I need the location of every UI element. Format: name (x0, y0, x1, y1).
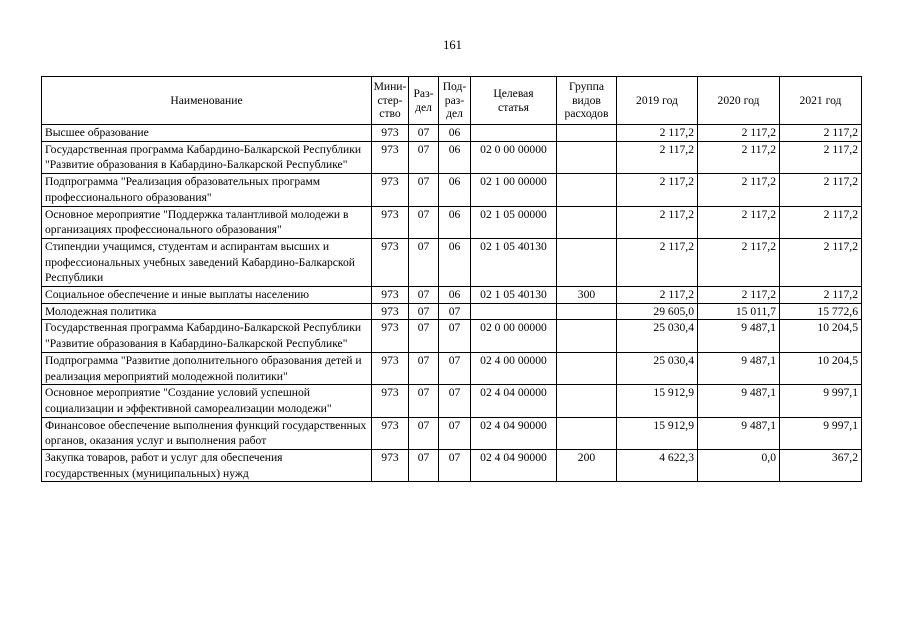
row-name: Государственная программа Кабардино-Балкарской Республики "Развитие образования в Кабардино-Балкарской Республике" (42, 320, 372, 352)
subsection-cell: 06 (439, 174, 471, 206)
target-cell: 02 1 05 40130 (471, 238, 557, 286)
row-name: Молодежная политика (42, 303, 372, 320)
ministry-cell: 973 (372, 238, 409, 286)
ministry-cell: 973 (372, 385, 409, 417)
value-2019-cell: 29 605,0 (617, 303, 698, 320)
expense-group-cell (557, 303, 617, 320)
row-name: Финансовое обеспечение выполнения функций государственных органов, оказания услуг и выполнения работ (42, 417, 372, 449)
value-2020-cell: 9 487,1 (698, 385, 780, 417)
value-2019-cell: 2 117,2 (617, 238, 698, 286)
section-cell: 07 (409, 174, 439, 206)
target-cell: 02 4 04 90000 (471, 417, 557, 449)
value-2021-cell: 9 997,1 (780, 417, 862, 449)
page-number: 161 (443, 38, 462, 52)
table-row (42, 141, 862, 173)
value-2021-cell: 9 997,1 (780, 385, 862, 417)
value-2019-cell: 2 117,2 (617, 287, 698, 304)
target-cell: 02 4 04 90000 (471, 450, 557, 482)
header-2020: 2020 год (698, 77, 780, 125)
target-cell (471, 303, 557, 320)
target-cell: 02 4 00 00000 (471, 352, 557, 384)
expense-group-cell (557, 385, 617, 417)
subsection-cell: 06 (439, 287, 471, 304)
table-row (42, 206, 862, 238)
table-row (42, 238, 862, 286)
ministry-cell: 973 (372, 141, 409, 173)
value-2021-cell: 15 772,6 (780, 303, 862, 320)
value-2020-cell: 2 117,2 (698, 141, 780, 173)
value-2019-cell: 25 030,4 (617, 320, 698, 352)
expense-group-cell (557, 417, 617, 449)
header-2019: 2019 год (617, 77, 698, 125)
header-expense-group: Группа видов расходов (557, 77, 617, 125)
subsection-cell: 07 (439, 352, 471, 384)
target-cell: 02 1 05 00000 (471, 206, 557, 238)
target-cell: 02 0 00 00000 (471, 141, 557, 173)
expense-group-cell: 300 (557, 287, 617, 304)
subsection-cell: 07 (439, 450, 471, 482)
ministry-cell: 973 (372, 352, 409, 384)
row-name: Основное мероприятие "Создание условий успешной социализации и эффективной самореализации молодежи" (42, 385, 372, 417)
expense-group-cell (557, 141, 617, 173)
value-2020-cell: 9 487,1 (698, 352, 780, 384)
value-2019-cell: 25 030,4 (617, 352, 698, 384)
section-cell: 07 (409, 303, 439, 320)
header-subsection: Под- раз- дел (439, 77, 471, 125)
value-2020-cell: 9 487,1 (698, 417, 780, 449)
row-name: Подпрограмма "Реализация образовательных программ профессионального образования" (42, 174, 372, 206)
value-2019-cell: 2 117,2 (617, 141, 698, 173)
value-2020-cell: 2 117,2 (698, 125, 780, 142)
table-row (42, 174, 862, 206)
row-name: Стипендии учащимся, студентам и аспирантам высших и профессиональных учебных заведений Кабардино-Балкарской Республики (42, 238, 372, 286)
subsection-cell: 06 (439, 141, 471, 173)
subsection-cell: 07 (439, 417, 471, 449)
target-cell: 02 4 04 00000 (471, 385, 557, 417)
budget-table (41, 76, 862, 482)
section-cell: 07 (409, 141, 439, 173)
table-header-row (42, 77, 862, 125)
row-name: Подпрограмма "Развитие дополнительного образования детей и реализация мероприятий молодежной политики" (42, 352, 372, 384)
header-section: Раз- дел (409, 77, 439, 125)
ministry-cell: 973 (372, 303, 409, 320)
target-cell (471, 125, 557, 142)
value-2020-cell: 15 011,7 (698, 303, 780, 320)
section-cell: 07 (409, 385, 439, 417)
expense-group-cell (557, 320, 617, 352)
value-2019-cell: 4 622,3 (617, 450, 698, 482)
subsection-cell: 07 (439, 320, 471, 352)
expense-group-cell (557, 206, 617, 238)
value-2020-cell: 2 117,2 (698, 238, 780, 286)
value-2020-cell: 2 117,2 (698, 206, 780, 238)
subsection-cell: 06 (439, 238, 471, 286)
value-2019-cell: 2 117,2 (617, 174, 698, 206)
section-cell: 07 (409, 320, 439, 352)
value-2019-cell: 2 117,2 (617, 206, 698, 238)
row-name: Основное мероприятие "Поддержка талантливой молодежи в организациях профессионального образования" (42, 206, 372, 238)
target-cell: 02 1 00 00000 (471, 174, 557, 206)
value-2021-cell: 2 117,2 (780, 125, 862, 142)
section-cell: 07 (409, 352, 439, 384)
table-row (42, 417, 862, 449)
expense-group-cell (557, 238, 617, 286)
table-row (42, 287, 862, 304)
value-2021-cell: 367,2 (780, 450, 862, 482)
row-name: Государственная программа Кабардино-Балкарской Республики "Развитие образования в Кабардино-Балкарской Республике" (42, 141, 372, 173)
value-2021-cell: 2 117,2 (780, 287, 862, 304)
value-2020-cell: 9 487,1 (698, 320, 780, 352)
header-target: Целевая статья (471, 77, 557, 125)
value-2019-cell: 2 117,2 (617, 125, 698, 142)
table-row (42, 320, 862, 352)
section-cell: 07 (409, 206, 439, 238)
header-ministry: Мини- стер- ство (372, 77, 409, 125)
value-2020-cell: 0,0 (698, 450, 780, 482)
ministry-cell: 973 (372, 417, 409, 449)
header-2021: 2021 год (780, 77, 862, 125)
ministry-cell: 973 (372, 287, 409, 304)
value-2021-cell: 10 204,5 (780, 320, 862, 352)
header-name: Наименование (42, 77, 372, 125)
row-name: Социальное обеспечение и иные выплаты населению (42, 287, 372, 304)
expense-group-cell (557, 174, 617, 206)
section-cell: 07 (409, 238, 439, 286)
value-2019-cell: 15 912,9 (617, 385, 698, 417)
section-cell: 07 (409, 417, 439, 449)
expense-group-cell (557, 125, 617, 142)
target-cell: 02 1 05 40130 (471, 287, 557, 304)
subsection-cell: 07 (439, 385, 471, 417)
table-row (42, 385, 862, 417)
ministry-cell: 973 (372, 125, 409, 142)
table-row (42, 303, 862, 320)
section-cell: 07 (409, 450, 439, 482)
ministry-cell: 973 (372, 450, 409, 482)
section-cell: 07 (409, 125, 439, 142)
table-row (42, 352, 862, 384)
ministry-cell: 973 (372, 206, 409, 238)
section-cell: 07 (409, 287, 439, 304)
value-2021-cell: 2 117,2 (780, 238, 862, 286)
ministry-cell: 973 (372, 174, 409, 206)
value-2020-cell: 2 117,2 (698, 174, 780, 206)
value-2019-cell: 15 912,9 (617, 417, 698, 449)
subsection-cell: 06 (439, 206, 471, 238)
expense-group-cell (557, 352, 617, 384)
subsection-cell: 07 (439, 303, 471, 320)
row-name: Высшее образование (42, 125, 372, 142)
table-row (42, 450, 862, 482)
value-2021-cell: 2 117,2 (780, 141, 862, 173)
value-2020-cell: 2 117,2 (698, 287, 780, 304)
subsection-cell: 06 (439, 125, 471, 142)
ministry-cell: 973 (372, 320, 409, 352)
expense-group-cell: 200 (557, 450, 617, 482)
row-name: Закупка товаров, работ и услуг для обеспечения государственных (муниципальных) нужд (42, 450, 372, 482)
value-2021-cell: 10 204,5 (780, 352, 862, 384)
value-2021-cell: 2 117,2 (780, 206, 862, 238)
value-2021-cell: 2 117,2 (780, 174, 862, 206)
table-row (42, 125, 862, 142)
target-cell: 02 0 00 00000 (471, 320, 557, 352)
